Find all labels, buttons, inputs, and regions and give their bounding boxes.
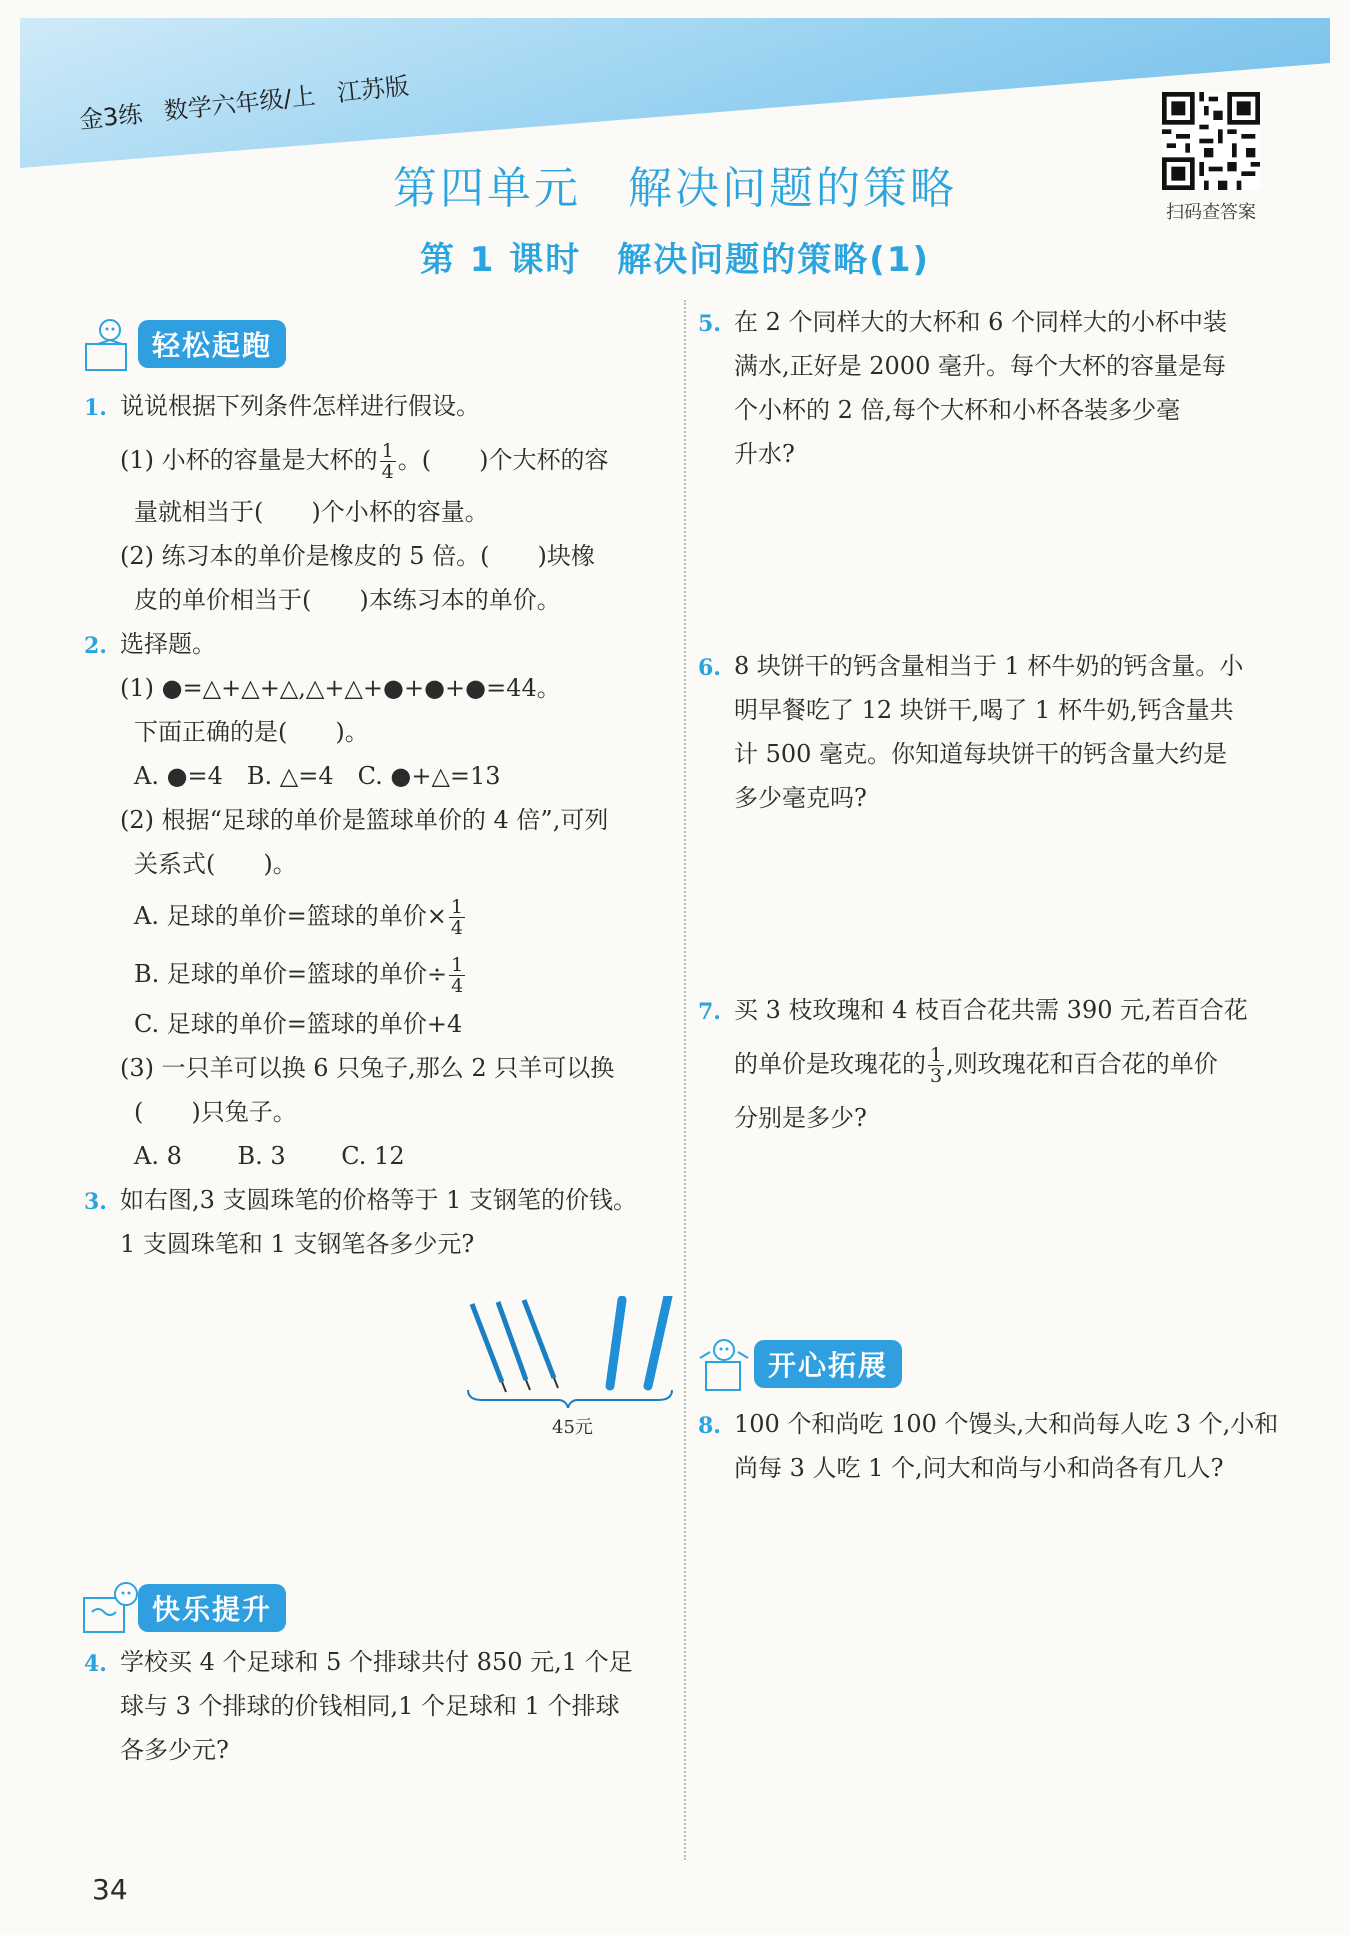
question-stem: 选择题。 [120, 630, 216, 658]
section-warmup [80, 314, 286, 374]
q1-part1-text-b: 。( )个大杯的容 [397, 446, 609, 474]
question-line: 学校买 4 个足球和 5 个排球共付 850 元,1 个足 [120, 1648, 633, 1676]
question-line: 分别是多少? [734, 1104, 867, 1132]
right-column-q8 [698, 1402, 1298, 1490]
right-column-q5 [698, 300, 1298, 476]
fraction-numerator: 1 [930, 1044, 943, 1066]
running-kid-icon [80, 314, 146, 374]
q1-part1-text-a: (1) 小杯的容量是大杯的 [120, 446, 378, 474]
fraction [449, 897, 465, 938]
question-3 [84, 1178, 674, 1222]
question-line [698, 1042, 1298, 1086]
option-text: B. 足球的单价=篮球的单价÷ [134, 960, 448, 988]
q2-part1: (1) ●=△+△+△,△+△+●+●+●=44。 [120, 674, 561, 702]
ballpoint-pen-icon [524, 1300, 558, 1388]
fountain-pen-icon [648, 1296, 668, 1386]
question-number: 5. [698, 311, 721, 337]
question-text: 的单价是玫瑰花的 [734, 1050, 926, 1078]
question-8 [698, 1402, 1298, 1446]
question-line: 满水,正好是 2000 毫升。每个大杯的容量是每 [734, 352, 1226, 380]
question-1 [84, 384, 674, 428]
section-title-warmup: 轻松起跑 [138, 320, 286, 368]
section-title-extend: 开心拓展 [754, 1340, 902, 1388]
board-kid-icon [80, 1578, 146, 1638]
fraction-denominator: 3 [930, 1065, 943, 1087]
ballpoint-pen-icon [498, 1302, 530, 1390]
pens-price-label: 45元 [552, 1417, 593, 1438]
question-line: 个小杯的 2 倍,每个大杯和小杯各装多少毫 [734, 396, 1181, 424]
question-line: 在 2 个同样大的大杯和 6 个同样大的小杯中装 [734, 308, 1228, 336]
question-line: 8 块饼干的钙含量相当于 1 杯牛奶的钙含量。小 [734, 652, 1244, 680]
right-column-q7 [698, 988, 1298, 1140]
question-line: 尚每 3 人吃 1 个,问大和尚与小和尚各有几人? [734, 1454, 1224, 1482]
section-extend [696, 1334, 902, 1394]
question-7 [698, 988, 1298, 1032]
fraction-denominator: 4 [450, 917, 463, 939]
question-line: 多少毫克吗? [734, 784, 867, 812]
question-4 [84, 1640, 674, 1684]
fraction [928, 1045, 944, 1086]
q2-part2-option-a [84, 894, 674, 938]
q2-part3-options: A. 8 B. 3 C. 12 [134, 1142, 405, 1170]
question-text: ,则玫瑰花和百合花的单价 [946, 1050, 1218, 1078]
question-number: 1. [84, 395, 107, 421]
fraction-numerator: 1 [450, 896, 463, 918]
fraction [449, 955, 465, 996]
question-number: 8. [698, 1413, 721, 1439]
fraction-denominator: 4 [381, 461, 394, 483]
question-line: 如右图,3 支圆珠笔的价格等于 1 支钢笔的价钱。 [120, 1186, 638, 1214]
column-divider [684, 300, 686, 1860]
book-subject: 数学六年级/上 [162, 81, 317, 126]
q2-part2-cont: 关系式( )。 [134, 850, 297, 878]
q1-part2: (2) 练习本的单价是橡皮的 5 倍。( )块橡 [120, 542, 595, 570]
q2-part3: (3) 一只羊可以换 6 只兔子,那么 2 只羊可以换 [120, 1054, 615, 1082]
question-line: 100 个和尚吃 100 个馒头,大和尚每人吃 3 个,小和 [734, 1410, 1279, 1438]
qr-code-icon[interactable] [1162, 92, 1260, 190]
question-line: 各多少元? [120, 1736, 229, 1764]
unit-title: 第四单元 解决问题的策略 [393, 163, 957, 214]
q1-part1-cont: 量就相当于( )个小杯的容量。 [134, 498, 489, 526]
question-number: 4. [84, 1651, 107, 1677]
question-number: 7. [698, 999, 721, 1025]
page-number: 34 [92, 1873, 128, 1906]
q1-part2-cont: 皮的单价相当于( )本练习本的单价。 [134, 586, 561, 614]
question-line: 买 3 枝玫瑰和 4 枝百合花共需 390 元,若百合花 [734, 996, 1248, 1024]
question-5 [698, 300, 1298, 344]
fraction-numerator: 1 [381, 440, 394, 462]
question-number: 2. [84, 633, 107, 659]
question-6 [698, 644, 1298, 688]
q2-part1-cont: 下面正确的是( )。 [134, 718, 369, 746]
question-line: 计 500 毫克。你知道每块饼干的钙含量大约是 [734, 740, 1228, 768]
question-line: 升水? [734, 440, 795, 468]
question-2 [84, 622, 674, 666]
option-text: A. 足球的单价=篮球的单价× [134, 902, 447, 930]
q2-part2-option-b [84, 952, 674, 996]
question-line: 明早餐吃了 12 块饼干,喝了 1 杯牛奶,钙含量共 [734, 696, 1234, 724]
section-improve [80, 1578, 286, 1638]
fraction [380, 441, 396, 482]
box-kid-icon [696, 1334, 762, 1394]
q1-part1 [84, 438, 674, 482]
q2-part1-options: A. ●=4 B. △=4 C. ●+△=13 [134, 762, 501, 790]
pens-figure [462, 1296, 684, 1408]
question-number: 3. [84, 1189, 107, 1215]
question-stem: 说说根据下列条件怎样进行假设。 [120, 392, 480, 420]
lesson-title: 第 1 课时 解决问题的策略(1) [419, 240, 931, 280]
book-edition: 江苏版 [335, 71, 411, 108]
fraction-numerator: 1 [451, 954, 464, 976]
question-number: 6. [698, 655, 721, 681]
fountain-pen-icon [610, 1300, 622, 1386]
question-line: 1 支圆珠笔和 1 支钢笔各多少元? [120, 1230, 475, 1258]
q2-part3-cont: ( )只兔子。 [134, 1098, 297, 1126]
left-column-lower [84, 1640, 674, 1772]
question-line: 球与 3 个排球的价钱相同,1 个足球和 1 个排球 [120, 1692, 620, 1720]
right-column-q6 [698, 644, 1298, 820]
q2-part2-option-c: C. 足球的单价=篮球的单价+4 [134, 1010, 463, 1038]
qr-label: 扫码查答案 [1166, 202, 1256, 223]
fraction-denominator: 4 [451, 975, 464, 997]
left-column [84, 384, 674, 1266]
section-title-improve: 快乐提升 [138, 1584, 286, 1632]
book-series: 金3练 [77, 99, 144, 135]
q2-part2: (2) 根据“足球的单价是篮球单价的 4 倍”,可列 [120, 806, 609, 834]
